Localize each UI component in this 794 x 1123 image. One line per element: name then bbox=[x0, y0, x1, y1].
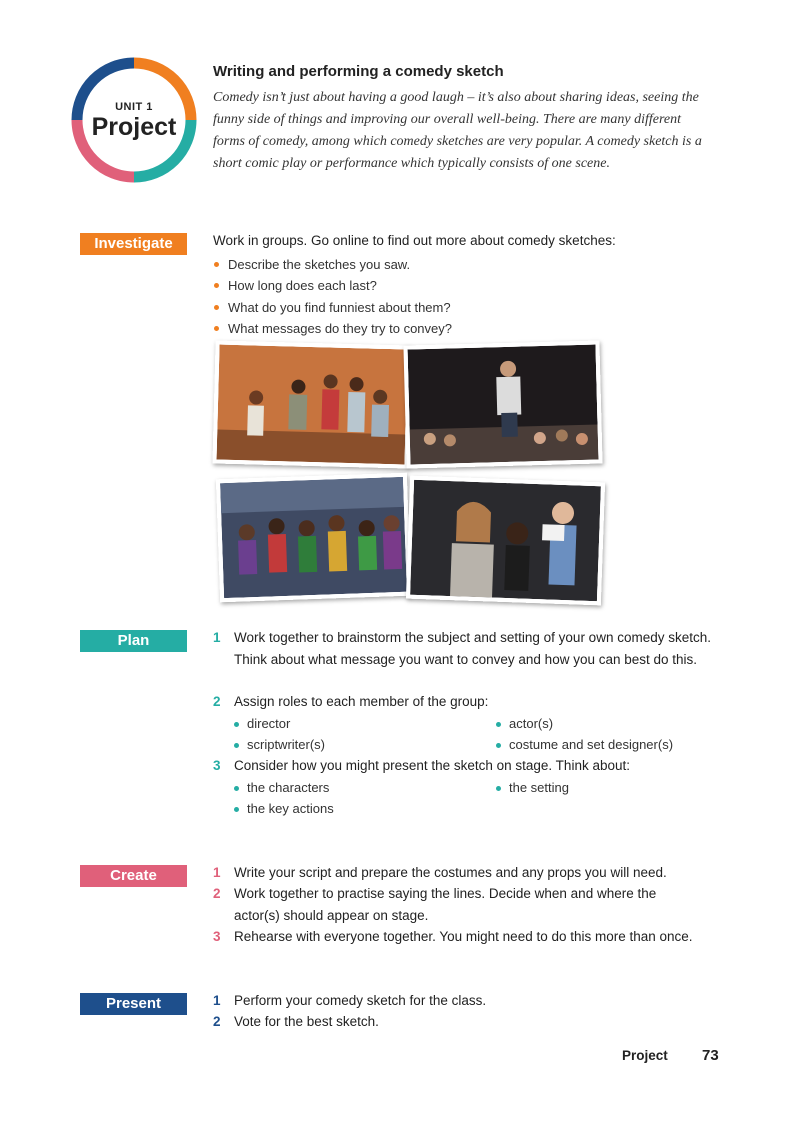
present-label: Present bbox=[80, 993, 187, 1015]
step-number: 2 bbox=[213, 694, 221, 709]
step-text: Write your script and prepare the costumes and any props you will need. bbox=[234, 865, 667, 880]
step-number: 1 bbox=[213, 993, 221, 1008]
footer-section-label: Project bbox=[622, 1048, 668, 1063]
step-number: 1 bbox=[213, 865, 221, 880]
create-step bbox=[213, 883, 704, 926]
step-number: 2 bbox=[213, 1014, 221, 1029]
step-text: Consider how you might present the sketch on stage. Think about: bbox=[234, 758, 630, 773]
step-number: 1 bbox=[213, 630, 221, 645]
investigate-label: Investigate bbox=[80, 233, 187, 255]
plan-step bbox=[213, 627, 734, 670]
intro-paragraph: Comedy isn’t just about having a good laugh – it’s also about sharing ideas, seeing the funny side of things and improving our overall well-being. There are many different forms of comedy, among which comedy sketches are very popular. A comedy sketch is a short comic play or performance which typically consists of one scene. bbox=[213, 90, 702, 171]
step-text: Work together to brainstorm the subject and setting of your own comedy sketch. Think about what message you want to convey and how you can best do this. bbox=[234, 630, 711, 667]
create-step bbox=[213, 862, 734, 884]
list-item: What do you find funniest about them? bbox=[213, 297, 452, 318]
step-text: Perform your comedy sketch for the class. bbox=[234, 993, 487, 1008]
group-rehearsal-photo bbox=[212, 340, 411, 468]
list-item: the key actions bbox=[233, 801, 334, 816]
list-item: the setting bbox=[495, 780, 569, 795]
step-text: Assign roles to each member of the group: bbox=[234, 694, 489, 709]
cast-group-photo bbox=[216, 473, 411, 603]
plan-label: Plan bbox=[80, 630, 187, 652]
unit-badge bbox=[69, 55, 199, 185]
step-text: Work together to practise saying the lines. Decide when and where the actor(s) should appear on stage. bbox=[234, 886, 657, 923]
list-item: the characters bbox=[233, 780, 329, 795]
investigate-lead: Work in groups. Go online to find out more about comedy sketches: bbox=[213, 233, 616, 248]
investigate-bullets bbox=[213, 254, 452, 339]
stage-performance-photo bbox=[403, 340, 602, 468]
list-item: What messages do they try to convey? bbox=[213, 318, 452, 339]
create-step bbox=[213, 926, 734, 948]
present-step bbox=[213, 1011, 734, 1033]
page-number: 73 bbox=[702, 1047, 719, 1064]
list-item: Describe the sketches you saw. bbox=[213, 254, 452, 275]
step-text: Vote for the best sketch. bbox=[234, 1014, 379, 1029]
step-text: Rehearse with everyone together. You might need to do this more than once. bbox=[234, 929, 693, 944]
list-item: costume and set designer(s) bbox=[495, 737, 673, 752]
script-reading-photo bbox=[406, 476, 605, 606]
list-item: scriptwriter(s) bbox=[233, 737, 325, 752]
create-label: Create bbox=[80, 865, 187, 887]
step-number: 3 bbox=[213, 758, 221, 773]
list-item: How long does each last? bbox=[213, 275, 452, 296]
plan-step bbox=[213, 755, 734, 777]
page-title: Writing and performing a comedy sketch bbox=[213, 63, 504, 80]
list-item: actor(s) bbox=[495, 716, 553, 731]
step-number: 2 bbox=[213, 886, 221, 901]
present-step bbox=[213, 990, 734, 1012]
step-number: 3 bbox=[213, 929, 221, 944]
plan-step bbox=[213, 691, 734, 713]
unit-badge-title: Project bbox=[91, 112, 177, 141]
list-item: director bbox=[233, 716, 290, 731]
unit-number: UNIT 1 bbox=[115, 100, 153, 113]
